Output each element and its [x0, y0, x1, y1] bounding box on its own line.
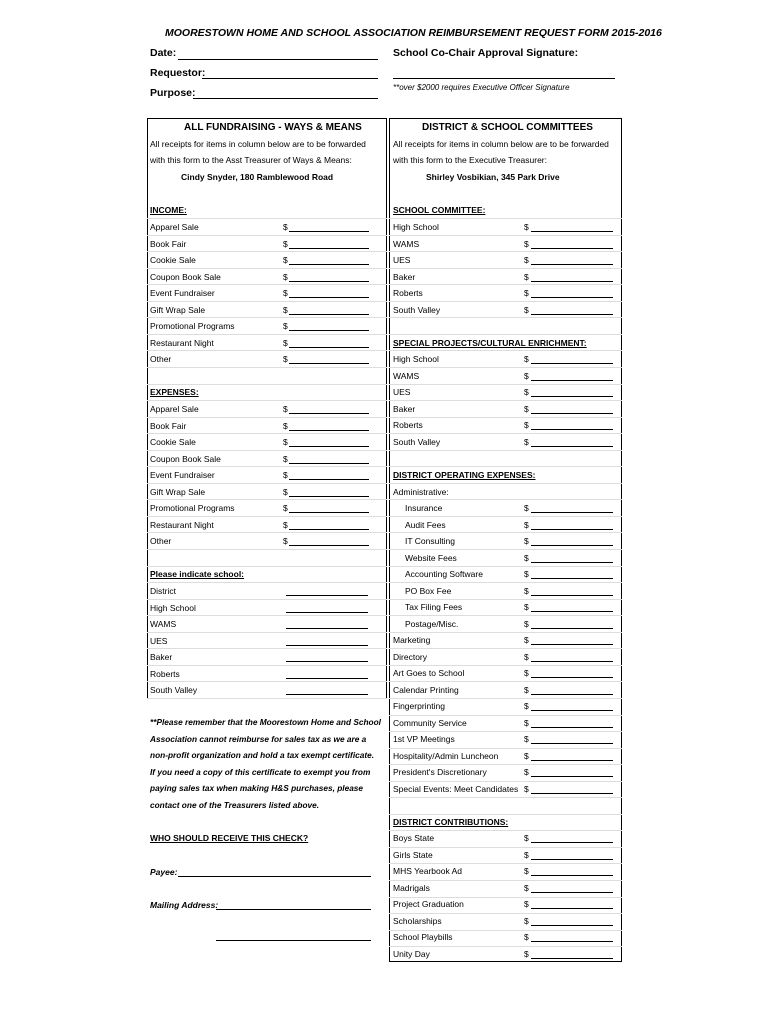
- school-select-field[interactable]: [286, 694, 368, 695]
- expense-item-label: Event Fundraiser: [150, 470, 215, 481]
- special-projects-item-amount-field[interactable]: [531, 380, 613, 381]
- currency-symbol: $: [283, 354, 288, 365]
- row-divider: [389, 235, 622, 236]
- special-projects-heading: SPECIAL PROJECTS/CULTURAL ENRICHMENT:: [393, 338, 587, 348]
- administrative-item-amount-field[interactable]: [531, 529, 613, 530]
- row-divider: [389, 367, 622, 368]
- contribution-item-amount-field[interactable]: [531, 875, 613, 876]
- row-divider: [147, 400, 387, 401]
- currency-symbol: $: [524, 370, 529, 381]
- row-divider: [147, 499, 387, 500]
- income-item-label: Promotional Programs: [150, 321, 235, 332]
- row-divider: [389, 384, 622, 385]
- row-divider: [389, 830, 622, 831]
- operating-item: Special Events: Meet Candidates: [393, 783, 519, 794]
- row-divider: [389, 218, 622, 219]
- school-option-label: Baker: [150, 652, 173, 663]
- row-divider: [147, 417, 387, 418]
- currency-symbol: $: [524, 420, 529, 431]
- currency-symbol: $: [283, 486, 288, 497]
- special-projects-item-amount-field[interactable]: [531, 363, 613, 364]
- currency-symbol: $: [524, 569, 529, 580]
- row-divider: [389, 317, 622, 318]
- row-divider: [147, 483, 387, 484]
- special-projects-item: High School: [393, 354, 439, 364]
- contribution-item-amount-field[interactable]: [531, 925, 613, 926]
- special-projects-item: UES: [393, 387, 411, 398]
- currency-symbol: $: [283, 238, 288, 249]
- special-projects-item: Roberts: [393, 420, 423, 431]
- row-divider: [389, 516, 622, 517]
- currency-symbol: $: [524, 519, 529, 530]
- row-divider: [389, 251, 622, 252]
- administrative-item: Accounting Software: [405, 569, 483, 580]
- contribution-item-amount-field[interactable]: [531, 958, 613, 959]
- school-option-label: High School: [150, 602, 196, 613]
- contribution-item: Madrigals: [393, 882, 430, 893]
- contribution-item-amount-field[interactable]: [531, 892, 613, 893]
- row-divider: [389, 748, 622, 749]
- administrative-item-amount-field[interactable]: [531, 628, 613, 629]
- row-divider: [147, 582, 387, 583]
- operating-item-amount-field[interactable]: [531, 743, 613, 744]
- currency-symbol: $: [524, 899, 529, 910]
- currency-symbol: $: [283, 304, 288, 315]
- approval-signature-field[interactable]: [393, 78, 615, 79]
- currency-symbol: $: [524, 222, 529, 232]
- row-divider: [147, 615, 387, 616]
- income-amount-field[interactable]: [289, 347, 369, 348]
- income-amount-field[interactable]: [289, 231, 369, 232]
- row-divider: [147, 549, 387, 550]
- administrative-item: IT Consulting: [405, 536, 455, 547]
- income-amount-field[interactable]: [289, 281, 369, 282]
- committees-heading: DISTRICT & SCHOOL COMMITTEES: [422, 122, 593, 133]
- currency-symbol: $: [524, 668, 529, 679]
- form-title: MOORESTOWN HOME AND SCHOOL ASSOCIATION REIMBURSEMENT REQUEST FORM 2015-2016: [165, 27, 662, 39]
- income-item-label: Coupon Book Sale: [150, 271, 221, 282]
- income-amount-field[interactable]: [289, 297, 369, 298]
- row-divider: [147, 450, 387, 451]
- school-committee-item-amount-field[interactable]: [531, 314, 613, 315]
- row-divider: [147, 284, 387, 285]
- currency-symbol: $: [524, 552, 529, 563]
- special-projects-item: WAMS: [393, 370, 420, 381]
- row-divider: [389, 715, 622, 716]
- currency-symbol: $: [524, 288, 529, 299]
- currency-symbol: $: [283, 503, 288, 514]
- school-committee-item-amount-field[interactable]: [531, 281, 613, 282]
- row-divider: [389, 417, 622, 418]
- school-committee-item-amount-field[interactable]: [531, 297, 613, 298]
- contribution-item: School Playbills: [393, 932, 453, 943]
- currency-symbol: $: [283, 470, 288, 481]
- administrative-item-amount-field[interactable]: [531, 595, 613, 596]
- row-divider: [147, 632, 387, 633]
- row-divider: [389, 499, 622, 500]
- row-divider: [389, 681, 622, 682]
- row-divider: [147, 235, 387, 236]
- currency-symbol: $: [283, 453, 288, 464]
- currency-symbol: $: [283, 288, 288, 299]
- currency-symbol: $: [524, 536, 529, 547]
- income-amount-field[interactable]: [289, 248, 369, 249]
- expense-item-label: Restaurant Night: [150, 519, 214, 530]
- income-item-label: Book Fair: [150, 238, 187, 249]
- administrative-item: Tax Filing Fees: [405, 602, 463, 613]
- school-option-label: Roberts: [150, 668, 180, 679]
- row-divider: [147, 516, 387, 517]
- row-divider: [389, 301, 622, 302]
- row-divider: [147, 251, 387, 252]
- sales-tax-note-line: paying sales tax when making H&S purchases, please: [150, 783, 364, 794]
- approval-note: **over $2000 requires Executive Officer Signature: [393, 83, 570, 92]
- row-divider: [389, 334, 622, 335]
- currency-symbol: $: [524, 833, 529, 843]
- currency-symbol: $: [524, 948, 529, 959]
- committees-intro-2: with this form to the Executive Treasurer:: [393, 155, 548, 165]
- row-divider: [147, 698, 387, 699]
- currency-symbol: $: [524, 849, 529, 860]
- mailing-address-field[interactable]: [216, 909, 371, 910]
- currency-symbol: $: [524, 866, 529, 877]
- currency-symbol: $: [524, 915, 529, 926]
- special-projects-item-amount-field[interactable]: [531, 396, 613, 397]
- row-divider: [147, 301, 387, 302]
- currency-symbol: $: [283, 404, 288, 414]
- expense-amount-field[interactable]: [289, 463, 369, 464]
- row-divider: [147, 334, 387, 335]
- row-divider: [147, 599, 387, 600]
- contribution-item-amount-field[interactable]: [531, 859, 613, 860]
- income-item-label: Restaurant Night: [150, 337, 214, 348]
- sales-tax-note-line: **Please remember that the Moorestown Home and School: [150, 717, 381, 727]
- row-divider: [389, 897, 622, 898]
- row-divider: [147, 648, 387, 649]
- contribution-item: Boys State: [393, 833, 435, 843]
- income-item-label: Other: [150, 354, 172, 365]
- currency-symbol: $: [524, 503, 529, 513]
- currency-symbol: $: [524, 354, 529, 364]
- operating-item: Art Goes to School: [393, 668, 465, 679]
- row-divider: [389, 764, 622, 765]
- expense-amount-field[interactable]: [289, 529, 369, 530]
- expense-item-label: Book Fair: [150, 420, 187, 431]
- school-select-field[interactable]: [286, 645, 368, 646]
- district-contributions-heading: DISTRICT CONTRIBUTIONS:: [393, 817, 509, 827]
- row-divider: [389, 797, 622, 798]
- currency-symbol: $: [524, 734, 529, 745]
- currency-symbol: $: [524, 585, 529, 596]
- expense-amount-field[interactable]: [289, 545, 369, 546]
- income-amount-field[interactable]: [289, 264, 369, 265]
- contribution-item: Project Graduation: [393, 899, 464, 910]
- income-item-label: Apparel Sale: [150, 222, 199, 232]
- row-divider: [389, 549, 622, 550]
- currency-symbol: $: [524, 403, 529, 414]
- school-select-field[interactable]: [286, 678, 368, 679]
- row-divider: [147, 566, 387, 567]
- expense-item-label: Other: [150, 536, 172, 547]
- currency-symbol: $: [524, 932, 529, 943]
- currency-symbol: $: [524, 783, 529, 794]
- school-committee-item: Baker: [393, 271, 416, 282]
- row-divider: [389, 268, 622, 269]
- school-option-label: District: [150, 586, 176, 596]
- row-divider: [389, 863, 622, 864]
- row-divider: [147, 317, 387, 318]
- currency-symbol: $: [524, 701, 529, 712]
- expense-item-label: Apparel Sale: [150, 404, 199, 414]
- administrative-item-amount-field[interactable]: [531, 578, 613, 579]
- administrative-item: Audit Fees: [405, 519, 446, 530]
- row-divider: [389, 466, 622, 467]
- school-committee-item: UES: [393, 255, 411, 266]
- currency-symbol: $: [524, 882, 529, 893]
- income-heading: INCOME:: [150, 205, 187, 215]
- currency-symbol: $: [524, 750, 529, 761]
- currency-symbol: $: [524, 767, 529, 778]
- approval-signature-label: School Co-Chair Approval Signature:: [393, 47, 579, 59]
- row-divider: [389, 450, 622, 451]
- row-divider: [389, 532, 622, 533]
- sales-tax-note-line: non-profit organization and hold a tax exempt certificate.: [150, 750, 375, 761]
- row-divider: [147, 681, 387, 682]
- payee-field[interactable]: [178, 876, 371, 877]
- contribution-item: Scholarships: [393, 915, 442, 926]
- operating-item-amount-field[interactable]: [531, 694, 613, 695]
- expense-amount-field[interactable]: [289, 413, 369, 414]
- fundraising-intro-2: with this form to the Asst Treasurer of Ways & Means:: [150, 155, 352, 165]
- administrative-label: Administrative:: [393, 487, 449, 497]
- row-divider: [147, 665, 387, 666]
- currency-symbol: $: [524, 635, 529, 645]
- row-divider: [389, 599, 622, 600]
- row-divider: [389, 665, 622, 666]
- operating-item: Marketing: [393, 635, 431, 645]
- school-select-field[interactable]: [286, 628, 368, 629]
- sales-tax-note-line: If you need a copy of this certificate to exempt you from: [150, 766, 371, 777]
- currency-symbol: $: [283, 437, 288, 448]
- school-option-label: WAMS: [150, 619, 177, 630]
- currency-symbol: $: [283, 337, 288, 348]
- operating-item-amount-field[interactable]: [531, 677, 613, 678]
- income-item-label: Gift Wrap Sale: [150, 304, 206, 315]
- expenses-heading: EXPENSES:: [150, 387, 199, 397]
- special-projects-item-amount-field[interactable]: [531, 446, 613, 447]
- row-divider: [147, 532, 387, 533]
- requestor-field[interactable]: [202, 78, 378, 79]
- currency-symbol: $: [283, 255, 288, 266]
- special-projects-item-amount-field[interactable]: [531, 429, 613, 430]
- row-divider: [389, 880, 622, 881]
- row-divider: [147, 268, 387, 269]
- sales-tax-note-line: contact one of the Treasurers listed above.: [150, 800, 320, 810]
- row-divider: [147, 384, 387, 385]
- row-divider: [389, 781, 622, 782]
- sales-tax-note-line: Association cannot reimburse for sales tax as we are a: [150, 733, 367, 744]
- currency-symbol: $: [524, 238, 529, 249]
- expense-amount-field[interactable]: [289, 446, 369, 447]
- administrative-item: Postage/Misc.: [405, 618, 459, 629]
- row-divider: [389, 483, 622, 484]
- operating-item-amount-field[interactable]: [531, 710, 613, 711]
- row-divider: [147, 367, 387, 368]
- operating-item: Fingerprinting: [393, 701, 445, 712]
- administrative-item-amount-field[interactable]: [531, 611, 613, 612]
- currency-symbol: $: [283, 222, 288, 232]
- administrative-item-amount-field[interactable]: [531, 562, 613, 563]
- administrative-item: Insurance: [405, 503, 443, 513]
- mailing-address-field-2[interactable]: [216, 940, 371, 941]
- operating-item: Directory: [393, 651, 428, 662]
- administrative-item: Website Fees: [405, 552, 457, 563]
- operating-item: 1st VP Meetings: [393, 734, 455, 745]
- currency-symbol: $: [283, 536, 288, 547]
- operating-item-amount-field[interactable]: [531, 776, 613, 777]
- income-item-label: Cookie Sale: [150, 255, 196, 266]
- school-select-heading: Please indicate school:: [150, 569, 245, 579]
- special-projects-item-amount-field[interactable]: [531, 413, 613, 414]
- expense-amount-field[interactable]: [289, 479, 369, 480]
- contribution-item: Girls State: [393, 849, 433, 860]
- row-divider: [389, 913, 622, 914]
- fundraising-contact: Cindy Snyder, 180 Ramblewood Road: [181, 172, 334, 182]
- currency-symbol: $: [283, 420, 288, 431]
- payee-label: Payee:: [150, 867, 178, 877]
- currency-symbol: $: [524, 684, 529, 695]
- committees-intro-1: All receipts for items in column below are to be forwarded: [393, 139, 609, 149]
- district-operating-heading: DISTRICT OPERATING EXPENSES:: [393, 470, 536, 480]
- operating-item-amount-field[interactable]: [531, 727, 613, 728]
- school-select-field[interactable]: [286, 595, 368, 596]
- currency-symbol: $: [524, 436, 529, 447]
- row-divider: [389, 847, 622, 848]
- currency-symbol: $: [283, 271, 288, 282]
- currency-symbol: $: [283, 321, 288, 332]
- currency-symbol: $: [524, 255, 529, 266]
- school-option-label: UES: [150, 635, 168, 646]
- row-divider: [389, 946, 622, 947]
- row-divider: [147, 466, 387, 467]
- purpose-field[interactable]: [193, 98, 378, 99]
- currency-symbol: $: [524, 387, 529, 398]
- operating-item-amount-field[interactable]: [531, 644, 613, 645]
- contribution-item: Unity Day: [393, 948, 430, 959]
- contribution-item-amount-field[interactable]: [531, 941, 613, 942]
- mailing-address-label: Mailing Address:: [150, 900, 219, 910]
- check-recipient-heading: WHO SHOULD RECEIVE THIS CHECK?: [150, 833, 309, 843]
- school-committee-item-amount-field[interactable]: [531, 248, 613, 249]
- operating-item-amount-field[interactable]: [531, 793, 613, 794]
- currency-symbol: $: [524, 304, 529, 315]
- currency-symbol: $: [283, 519, 288, 530]
- school-committee-item: South Valley: [393, 304, 441, 315]
- expense-item-label: Gift Wrap Sale: [150, 486, 206, 497]
- school-committee-item-amount-field[interactable]: [531, 264, 613, 265]
- contribution-item: MHS Yearbook Ad: [393, 866, 462, 877]
- currency-symbol: $: [524, 651, 529, 662]
- fundraising-heading: ALL FUNDRAISING - WAYS & MEANS: [184, 122, 362, 133]
- row-divider: [389, 582, 622, 583]
- row-divider: [147, 433, 387, 434]
- school-committee-item: WAMS: [393, 238, 420, 249]
- currency-symbol: $: [524, 271, 529, 282]
- school-select-field[interactable]: [286, 661, 368, 662]
- contribution-item-amount-field[interactable]: [531, 842, 613, 843]
- special-projects-item: South Valley: [393, 436, 441, 447]
- expense-amount-field[interactable]: [289, 430, 369, 431]
- income-item-label: Event Fundraiser: [150, 288, 215, 299]
- operating-item: Calendar Printing: [393, 684, 459, 695]
- income-amount-field[interactable]: [289, 314, 369, 315]
- income-amount-field[interactable]: [289, 330, 369, 331]
- school-committee-item: High School: [393, 222, 439, 232]
- currency-symbol: $: [524, 602, 529, 613]
- row-divider: [389, 814, 622, 815]
- row-divider: [147, 350, 387, 351]
- school-option-label: South Valley: [150, 685, 198, 696]
- row-divider: [389, 698, 622, 699]
- school-committee-item: Roberts: [393, 288, 423, 299]
- contribution-item-amount-field[interactable]: [531, 908, 613, 909]
- currency-symbol: $: [524, 618, 529, 629]
- administrative-item-amount-field[interactable]: [531, 512, 613, 513]
- row-divider: [147, 218, 387, 219]
- operating-item-amount-field[interactable]: [531, 661, 613, 662]
- administrative-item-amount-field[interactable]: [531, 545, 613, 546]
- row-divider: [389, 930, 622, 931]
- expense-amount-field[interactable]: [289, 496, 369, 497]
- currency-symbol: $: [524, 717, 529, 728]
- date-label: Date:: [150, 47, 177, 59]
- row-divider: [389, 632, 622, 633]
- row-divider: [389, 615, 622, 616]
- operating-item: President's Discretionary: [393, 767, 487, 778]
- row-divider: [389, 731, 622, 732]
- operating-item: Community Service: [393, 717, 467, 728]
- school-select-field[interactable]: [286, 612, 368, 613]
- date-field[interactable]: [178, 59, 378, 60]
- row-divider: [389, 284, 622, 285]
- operating-item: Hospitality/Admin Luncheon: [393, 750, 499, 761]
- row-divider: [389, 648, 622, 649]
- committees-contact: Shirley Vosbikian, 345 Park Drive: [426, 172, 560, 182]
- fundraising-intro-1: All receipts for items in column below are to be forwarded: [150, 139, 366, 149]
- row-divider: [389, 433, 622, 434]
- row-divider: [389, 566, 622, 567]
- expense-item-label: Promotional Programs: [150, 503, 235, 514]
- school-committee-item-amount-field[interactable]: [531, 231, 613, 232]
- expense-item-label: Cookie Sale: [150, 437, 196, 448]
- row-divider: [389, 400, 622, 401]
- school-committee-heading: SCHOOL COMMITTEE:: [393, 205, 486, 215]
- special-projects-item: Baker: [393, 403, 416, 414]
- row-divider: [389, 350, 622, 351]
- expense-amount-field[interactable]: [289, 512, 369, 513]
- operating-item-amount-field[interactable]: [531, 760, 613, 761]
- purpose-label: Purpose:: [150, 87, 196, 99]
- expense-item-label: Coupon Book Sale: [150, 453, 221, 464]
- administrative-item: PO Box Fee: [405, 585, 452, 596]
- requestor-label: Requestor:: [150, 67, 206, 79]
- income-amount-field[interactable]: [289, 363, 369, 364]
